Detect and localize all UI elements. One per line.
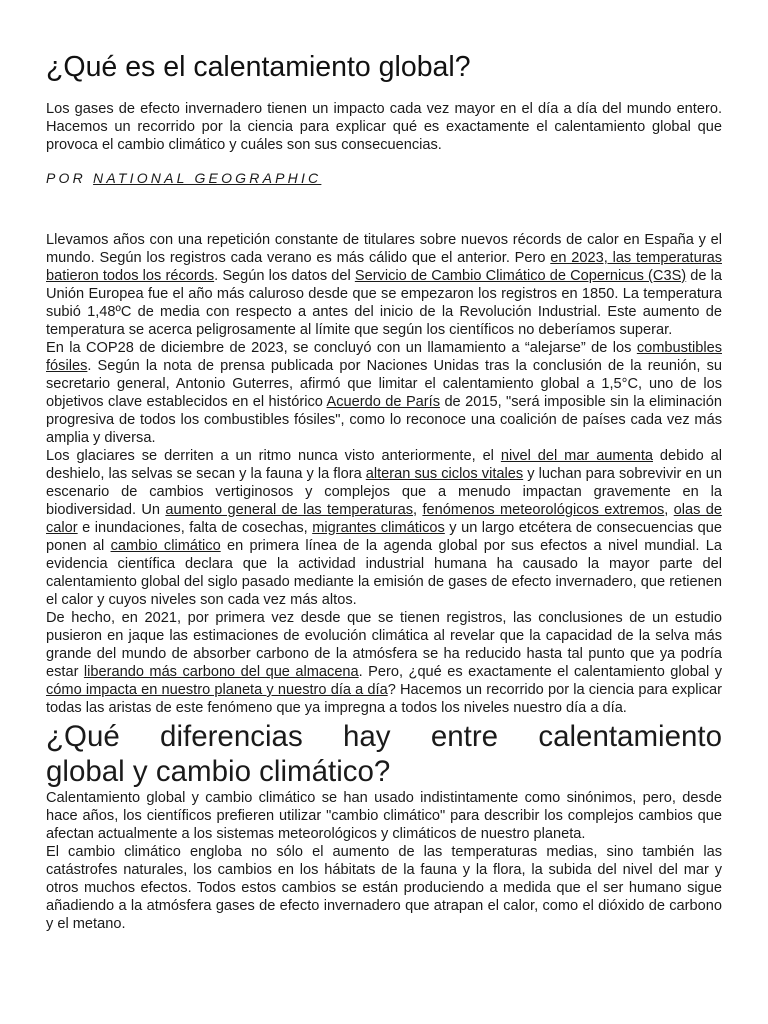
paragraph-text: . Según la nota de prensa publicada por Naciones Unidas tras la conclusión de la reunión, su secretario general, Antonio Guterres, afirmó que limitar el calentamiento global a 1,5°C, uno de los objetivos clave establecidos en el histórico [46, 358, 722, 410]
paragraph-text: e inundaciones, falta de cosechas, [77, 520, 313, 536]
paragraph-text: de la Unión Europea fue el año más caluroso desde que se empezaron los registros en 1850. La temperatura subió 1,48ºC de media con respecto a antes del inicio de la Revolución Industrial. Este aumento de temperatura se acerca peligrosamente al límite que según los científicos no deberíamos superar. [46, 268, 723, 338]
link-migrantes-climaticos[interactable]: migrantes climáticos [312, 520, 445, 536]
article-lead: Los gases de efecto invernadero tienen un impacto cada vez mayor en el día a día del mundo entero. Hacemos un recorrido por la ciencia para explicar qué es exactamente el calentamiento global que provoca el cambio climático y cuáles son sus consecuencias. [46, 101, 722, 153]
paragraph-text: y luchan para sobrevivir en un escenario de cambios vertiginosos y complejos que a menudo impactan gravemente en la biodiversidad. Un [46, 466, 722, 518]
byline-author-link[interactable]: NATIONAL GEOGRAPHIC [93, 170, 322, 186]
link-aumento-temperaturas[interactable]: aumento general de las temperaturas [165, 502, 414, 518]
section-paragraph-1: Calentamiento global y cambio climático se han usado indistintamente como sinónimos, pero, desde hace años, los científicos prefieren utilizar "cambio climático" para describir los complejos cambios que afectan actualmente a los sistemas meteorológicos y climáticos de nuestro planeta. [46, 790, 722, 842]
link-como-impacta[interactable]: cómo impacta en nuestro planeta y nuestro día a día [46, 682, 388, 698]
paragraph-text: Llevamos años con una repetición constante de titulares sobre nuevos récords de calor en España y el mundo. Según los registros cada verano es más cálido que el anterior. Pero [46, 232, 722, 266]
link-nivel-mar[interactable]: nivel del mar aumenta [500, 448, 653, 464]
page-title: ¿Qué es el calentamiento global? [46, 51, 471, 83]
link-records-2023[interactable]: en 2023, las temperaturas batieron todos los récords [46, 250, 722, 284]
link-combustibles-fosiles[interactable]: combustibles fósiles [46, 340, 722, 374]
paragraph-text: . Según los datos del [214, 268, 355, 284]
section-heading-line-1: ¿Qué diferencias hay entre calentamiento [46, 720, 722, 753]
paragraph-3 [46, 447, 722, 609]
paragraph-text: En la COP28 de diciembre de 2023, se concluyó con un llamamiento a “alejarse” de los [46, 340, 637, 356]
link-olas-calor[interactable]: olas de calor [46, 502, 723, 536]
byline [46, 170, 722, 186]
link-fenomenos-extremos[interactable]: fenómenos meteorológicos extremos [422, 502, 665, 518]
section-heading-line-2: global y cambio climático? [46, 755, 391, 788]
section-paragraph-2: El cambio climático engloba no sólo el aumento de las temperaturas medias, sino también las catástrofes naturales, los cambios en los hábitats de la fauna y la flora, la subida del nivel del mar y otros muchos efectos. Todos estos cambios se están produciendo a medida que el ser humano sigue añadiendo a la atmósfera gases de efecto invernadero que atrapan el calor, como el dióxido de carbono y el metano. [46, 844, 722, 932]
paragraph-2 [46, 339, 722, 447]
link-cambio-climatico[interactable]: cambio climático [110, 538, 221, 554]
paragraph-text: debido al deshielo, las selvas se secan y la fauna y la flora [46, 448, 723, 482]
paragraph-text: , [413, 502, 423, 518]
paragraph-1 [46, 231, 722, 339]
link-acuerdo-paris[interactable]: Acuerdo de París [326, 394, 441, 410]
paragraph-text: Los glaciares se derriten a un ritmo nunca visto anteriormente, el [46, 448, 501, 464]
paragraph-text: ? Hacemos un recorrido por la ciencia para explicar todas las aristas de este fenómeno que ya impregna a todos los niveles nuestro día a día. [46, 682, 722, 716]
paragraph-text: de 2015, "será imposible sin la eliminación progresiva de todos los combustibles fósiles", como lo reconoce una coalición de países cada vez más amplia y diversa. [46, 394, 723, 446]
paragraph-text: De hecho, en 2021, por primera vez desde que se tienen registros, las conclusiones de un estudio pusieron en jaque las estimaciones de evolución climática al revelar que la capacidad de la selva más grande del mundo de absorber carbono de la atmósfera se ha reducido hasta tal punto que ya podría estar [46, 610, 722, 680]
link-copernicus[interactable]: Servicio de Cambio Climático de Copernicus (C3S) [354, 268, 687, 284]
link-ciclos-vitales[interactable]: alteran sus ciclos vitales [365, 466, 524, 482]
paragraph-text: , [664, 502, 674, 518]
byline-prefix: POR [46, 170, 86, 186]
paragraph-4 [46, 609, 722, 717]
link-liberando-carbono[interactable]: liberando más carbono del que almacena [83, 664, 359, 680]
paragraph-text: y un largo etcétera de consecuencias que ponen al [46, 520, 722, 554]
paragraph-text: . Pero, ¿qué es exactamente el calentamiento global y [358, 664, 722, 680]
section-heading [46, 719, 722, 789]
paragraph-text: en primera línea de la agenda global por sus efectos a nivel mundial. La evidencia científica declara que la actividad industrial humana ha causado la mayor parte del calentamiento global del siglo pasado mediante la emisión de gases de efecto invernadero, que retienen el calor y cuyos niveles son cada vez más altos. [46, 538, 722, 608]
